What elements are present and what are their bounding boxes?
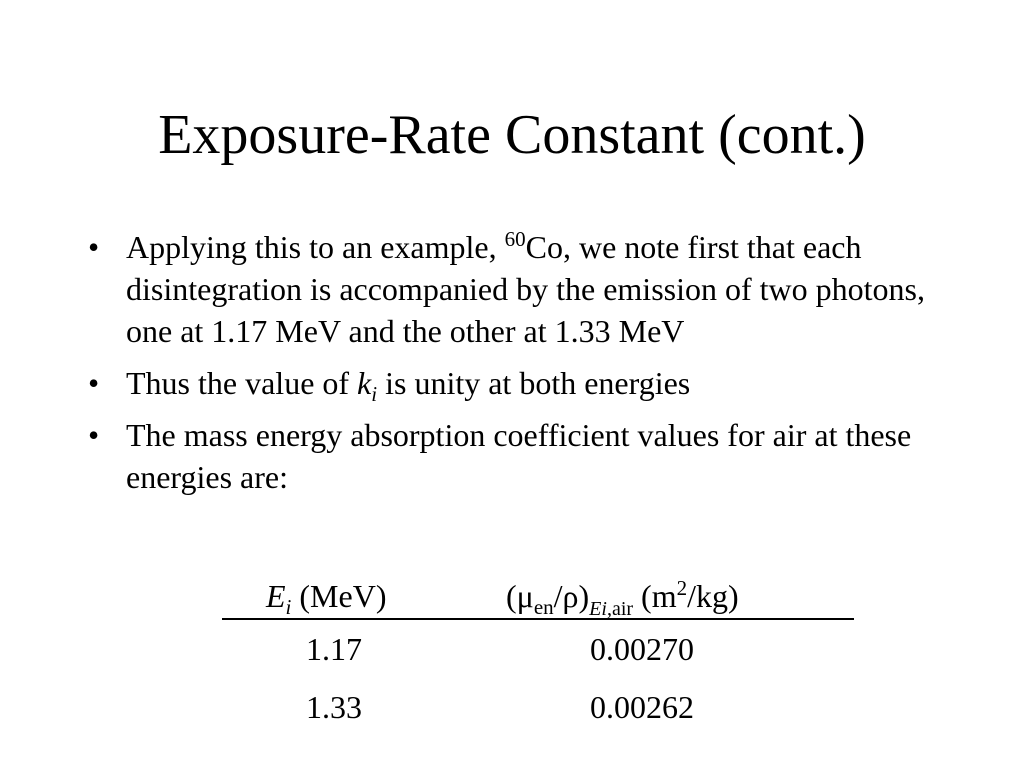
bullet-text: The mass energy absorption coefficient values for air at these energies are: <box>126 417 912 495</box>
bullet-marker: • <box>88 417 100 453</box>
bullet-item-absorption-coefficient <box>80 414 960 498</box>
table-row <box>222 620 854 678</box>
energy-value: 1.17 <box>306 631 362 667</box>
bullet-item-cobalt-example <box>80 226 960 352</box>
bullet-marker: • <box>88 365 100 401</box>
variable-k-subscript: i <box>371 382 378 406</box>
air-subscript: ,air <box>606 598 634 620</box>
slide-title: Exposure-Rate Constant (cont.) <box>158 104 866 166</box>
table-header <box>222 574 854 620</box>
bullet-text-rest: Co, we note first that each disintegration is accompanied by the emission of two photons, one at 1.17 MeV and the other at 1.33 MeV <box>126 229 925 349</box>
unit-open: (m <box>633 578 677 614</box>
energy-subscript: Ei <box>589 598 607 620</box>
header-coefficient <box>506 574 739 618</box>
bullet-text-start: Applying this to an example, <box>126 229 505 265</box>
variable-e-subscript: i <box>285 595 292 619</box>
unit-superscript: 2 <box>676 576 688 600</box>
variable-k: k <box>357 365 372 401</box>
bullet-item-ki-unity <box>80 362 960 404</box>
unit-close: /kg) <box>687 578 739 614</box>
coefficient-table <box>222 574 854 736</box>
bullet-marker: • <box>88 229 100 265</box>
energy-value: 1.33 <box>306 689 362 725</box>
header-energy <box>266 574 386 618</box>
energy-unit: (MeV) <box>291 578 387 614</box>
table-row <box>222 678 854 736</box>
coefficient-value: 0.00270 <box>590 631 694 667</box>
mass-number-superscript: 60 <box>504 227 526 251</box>
bullet-text-start: Thus the value of <box>126 365 358 401</box>
bullet-list <box>80 226 960 508</box>
coefficient-value: 0.00262 <box>590 689 694 725</box>
open-paren: ( <box>506 578 517 614</box>
over-rho: /ρ) <box>553 578 590 614</box>
mu-symbol: μ <box>516 578 534 614</box>
bullet-text-rest: is unity at both energies <box>377 365 691 401</box>
variable-e: E <box>266 578 286 614</box>
mu-subscript: en <box>533 595 554 619</box>
